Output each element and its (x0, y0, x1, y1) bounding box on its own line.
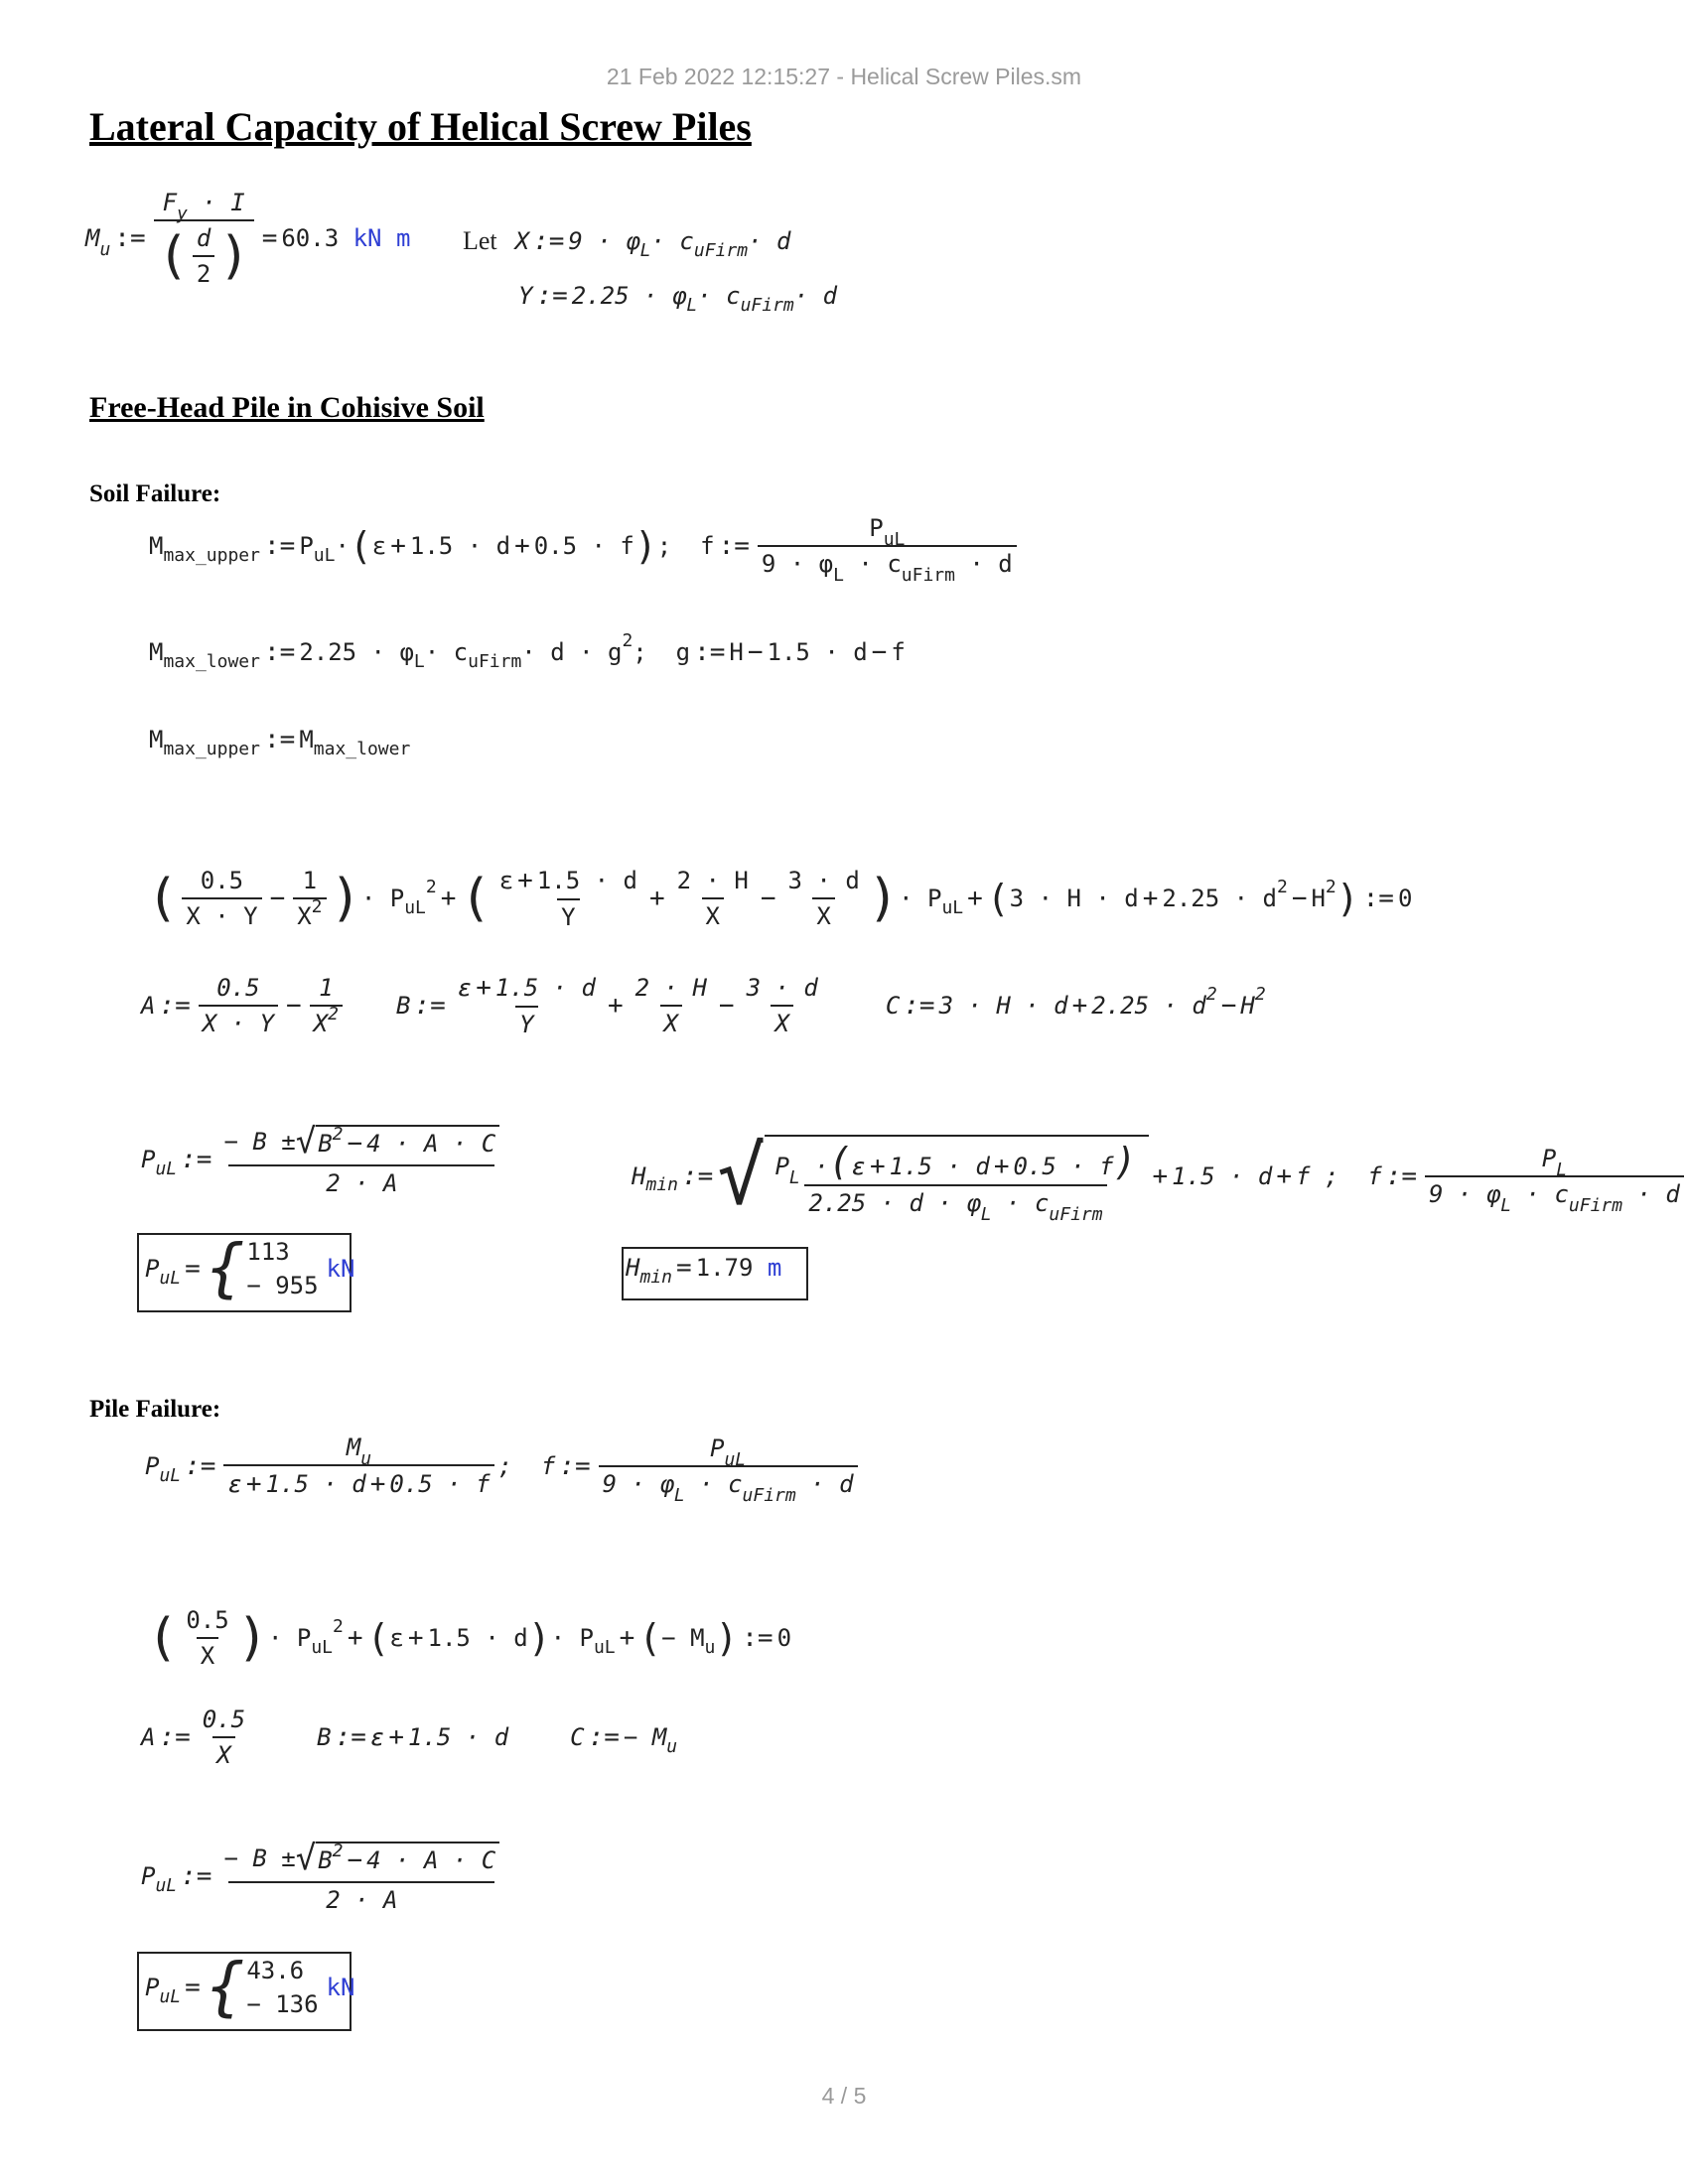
mu-value: 60.3 (281, 224, 340, 252)
hmin-unit: m (767, 1254, 782, 1282)
eq-let-x[interactable]: Let X := 9 · φ L · c uFirm · d (463, 226, 791, 261)
eq-let-y[interactable]: Y := 2.25 · φ L · c uFirm · d (518, 281, 838, 316)
pul-pile-value-1: 43.6 (246, 1957, 305, 1984)
result-pul-pile: P uL = { 43.6 − 136 kN (145, 1951, 355, 2024)
eq-pul-pile[interactable]: P uL := $\frac{M_u}{\varepsilon + 1.5 \cdot d + 0.5 \cdot f}$ ; f := $\frac{P_{uL}}{9 \cdot \varphi_L \cdot c_{uFirm} \cdot d}$ (145, 1433, 862, 1499)
eq-hmin[interactable]: H min := √ $\frac{P_L \cdot(\varepsilon + 1.5 \cdot d + 0.5 \cdot f)}{2.25 \cdot d \cdot \varphi_L \cdot c_{uFirm}}$ + 1.5 · d + f ; f := $\frac{P_L}{9 \cdot \varphi_L \cdot c_{uFirm} \cdot d}$ (632, 1130, 1688, 1222)
pul-soil-value-1: 113 (246, 1238, 290, 1266)
pile-failure-label: Pile Failure: (89, 1396, 221, 1423)
mu-unit: kN m (352, 224, 411, 252)
soil-failure-label: Soil Failure: (89, 480, 221, 507)
pul-pile-value-2: − 136 (246, 1990, 319, 2018)
page-footer: 4 / 5 (821, 2083, 867, 2109)
page-title: Lateral Capacity of Helical Screw Piles (89, 104, 752, 149)
eq-quadratic-soil[interactable]: ( $\frac{0.5}{X \cdot Y}$ − $\frac{1}{X^2}$ ) · P uL 2 + ( $\frac{\varepsilon + 1.5 \cdot d}{Y}$ + $\frac{2 \cdot H}{X}$ − $\frac{3 \cdot d}{X}$ ) · P uL + ( 3 · H · d + 2.25 · d 2 − H 2 ) := 0 (147, 866, 1413, 931)
eq-quadratic-pile[interactable]: ( $\frac{0.5}{X}$ ) · P uL 2 + ( ε + 1.5 · d ) · P uL + ( − M u ) := 0 (147, 1606, 792, 1670)
eq-abc-soil[interactable]: A := $\frac{0.5}{X \cdot Y}$ − $\frac{1}{X^2}$ B := $\frac{\varepsilon + 1.5 \cdot d}{Y}$ + $\frac{2 \cdot H}{X}$ − $\frac{3 \cdot d}{X}$ C := 3 · H · d + 2.25 · d 2 − H 2 (141, 973, 1266, 1038)
pul-soil-unit: kN (326, 1255, 355, 1283)
result-pul-soil: P uL = { 113 − 955 kN (145, 1232, 355, 1305)
eq-mmax-lower[interactable]: M max_lower := 2.25 · φ L · c uFirm · d · g 2 ; g := H − 1.5 · d − f (149, 629, 906, 672)
let-label: Let (463, 226, 497, 255)
pul-pile-unit: kN (326, 1974, 355, 2001)
eq-abc-pile[interactable]: A := $\frac{0.5}{X}$ B := ε + 1.5 · d C := − M u (141, 1706, 678, 1769)
page-header: 21 Feb 2022 12:15:27 - Helical Screw Piles.sm (606, 64, 1082, 89)
hmin-value: 1.79 (695, 1254, 754, 1282)
eq-mmax-equal[interactable]: M max_upper := M max_lower (149, 725, 411, 759)
eq-pul-formula-pile[interactable]: P uL := − B ± √ $B^2 - 4 \cdot A \cdot C$ 2 · A (141, 1839, 507, 1914)
pul-soil-value-2: − 955 (246, 1272, 319, 1299)
eq-pul-formula-soil[interactable]: P uL := − B ± √ $B^2 - 4 \cdot A \cdot C$ 2 · A (141, 1122, 507, 1197)
eq-mu[interactable]: $M_u$ := $F_y \cdot I$ ( $\frac{d}{2}$ ) = 60.3 kN m (85, 189, 411, 288)
section-free-head: Free-Head Pile in Cohisive Soil (89, 391, 485, 424)
result-hmin: H min = 1.79 m (626, 1253, 782, 1288)
eq-mmax-upper[interactable]: M max_upper := P uL · ( ε + 1.5 · d + 0.5 · f ) ; f := $\frac{P_{uL}}{9 \cdot \varphi_L \cdot c_{uFirm} \cdot d}$ (149, 514, 1021, 578)
